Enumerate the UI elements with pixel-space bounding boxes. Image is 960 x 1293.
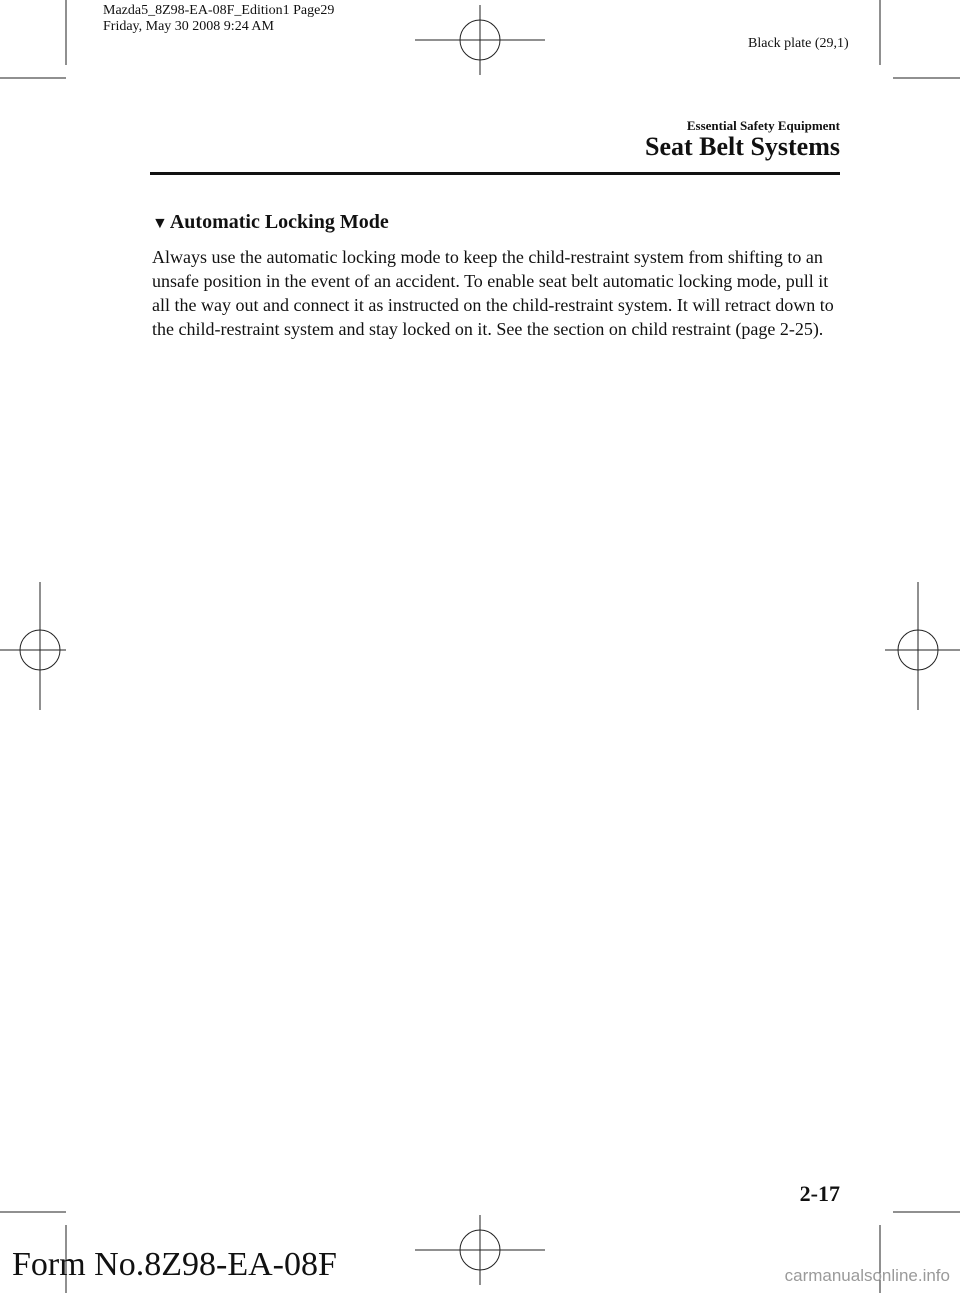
title-rule — [150, 172, 840, 175]
crosshair-icon — [885, 582, 960, 710]
subsection-title: Automatic Locking Mode — [169, 211, 389, 233]
subsection-heading — [152, 211, 389, 234]
triangle-down-icon: ▼ — [152, 215, 168, 232]
page-number: 2-17 — [799, 1181, 840, 1206]
watermark: carmanualsonline.info — [784, 1266, 950, 1285]
plate-label: Black plate (29,1) — [748, 36, 849, 51]
page-title: Seat Belt Systems — [645, 132, 840, 161]
body-paragraph: Always use the automatic locking mode to keep the child-restraint system from shifting to an unsafe position in the event of an accident. To enable seat belt automatic locking mode, pull it all the way out and connect it as instructed on the child-restraint system. It will retract down to the child-restraint system and stay locked on it. See the section on child restraint (page 2-25). — [152, 247, 834, 339]
crosshair-icon — [0, 582, 66, 710]
form-number: Form No.8Z98-EA-08F — [12, 1246, 337, 1283]
crosshair-icon — [415, 5, 545, 75]
crosshair-icon — [415, 1215, 545, 1285]
print-meta-line2: Friday, May 30 2008 9:24 AM — [103, 19, 274, 34]
section-label: Essential Safety Equipment — [686, 118, 840, 133]
print-meta — [103, 3, 334, 35]
print-meta-line1: Mazda5_8Z98-EA-08F_Edition1 Page29 — [103, 3, 335, 18]
